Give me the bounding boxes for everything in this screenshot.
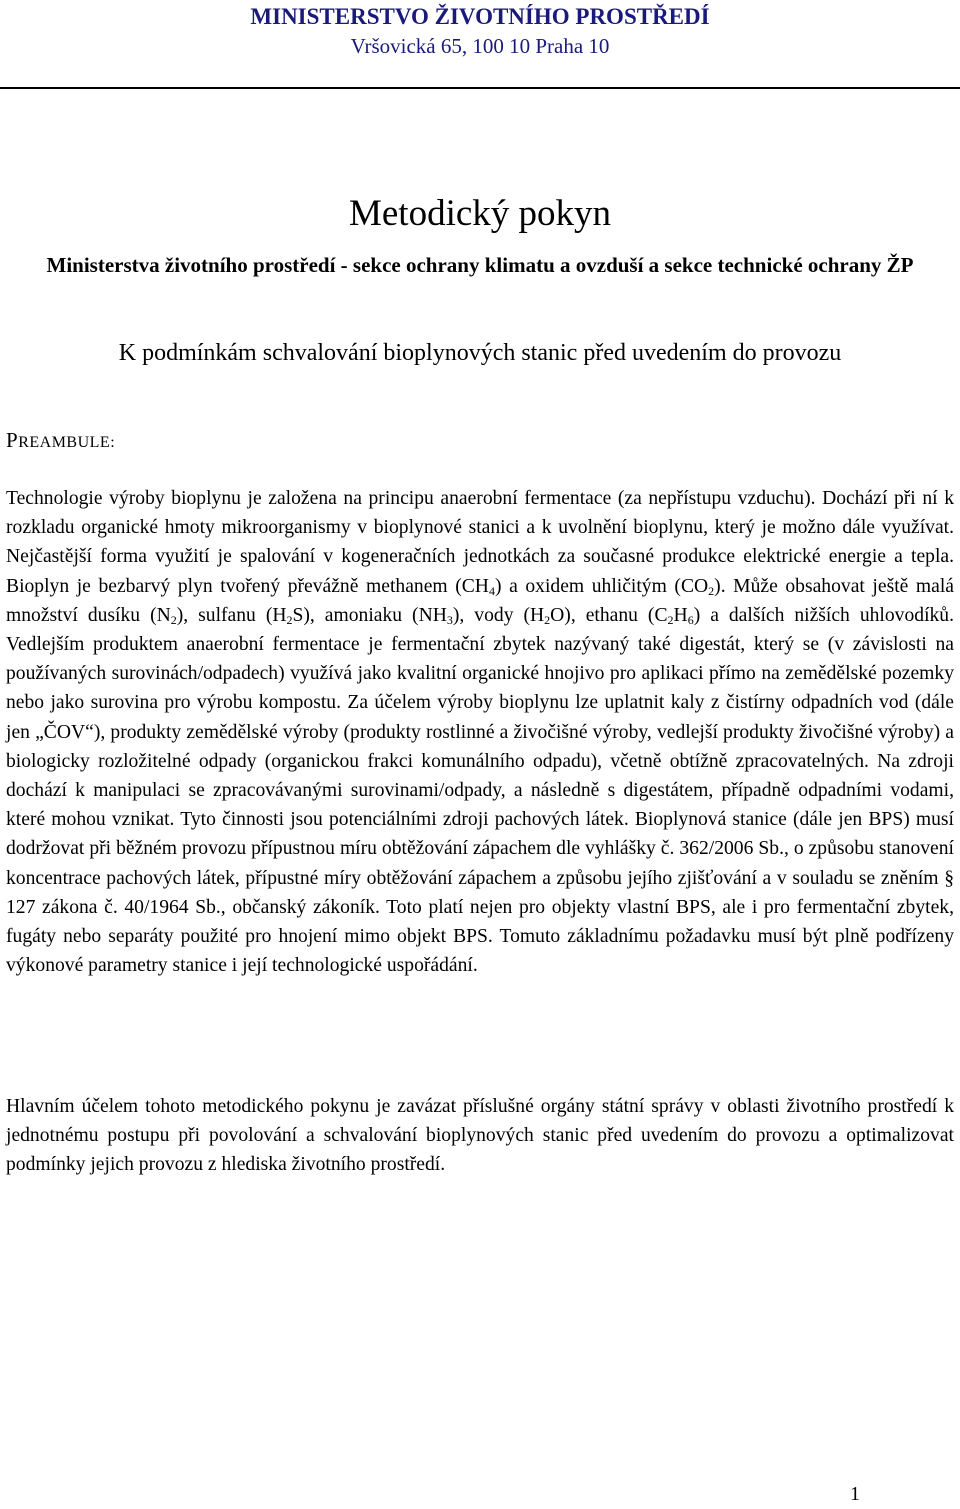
paragraph-text: ) a oxidem uhličitým (CO	[494, 575, 709, 597]
ministry-address: Vršovická 65, 100 10 Praha 10	[350, 34, 610, 58]
header-divider	[0, 87, 960, 89]
ministry-name: MINISTERSTVO ŽIVOTNÍHO PROSTŘEDÍ	[250, 4, 710, 29]
preamble-heading	[6, 426, 115, 457]
subscript: 6	[687, 612, 694, 627]
preamble-paragraph	[6, 484, 954, 980]
letterhead	[0, 2, 960, 60]
document-subject: K podmínkám schvalování bioplynových stanic před uvedením do provozu	[118, 340, 842, 366]
subscript: 2	[708, 583, 715, 598]
paragraph-text: ) a dalších nižších uhlovodíků. Vedlejším produktem anaerobní fermentace je fermentační zbytek nazývaný také digestát, který se (v závislosti na používaných surovinách/odpadech) využívá jako kvalitní organické hnojivo pro aplikaci přímo na zemědělské pozemky nebo jako surovina pro výrobu kompostu. Za účelem výroby bioplynu lze uplatnit kaly z čistírny odpadních vod (dále jen „ČOV“), produkty zemědělské výroby (produkty rostlinné a živočišné výroby, vedlejší produkty živočišné výroby) a biologicky rozložitelné odpady (organickou frakci komunálního odpadu), včetně obtížně zpracovatelných. Na zdroji dochází k manipulaci se zpracovávanými surovinami/odpady, a následně s digestátem, případně odpadními vodami, které mohou vznikat. Tyto činnosti jsou potenciálními zdroji pachových látek. Bioplynová stanice (dále jen BPS) musí dodržovat při běžném provozu přípustnou míru obtěžování zápachem dle vyhlášky č. 362/2006 Sb., o způsobu stanovení koncentrace pachových látek, přípustné míry obtěžování zápachem a způsobu jejího zjišťování a v souladu se zněním § 127 zákona č. 40/1964 Sb., občanský zákoník. Toto platí nejen pro objekty vlastní BPS, ale i pro fermentační zbytek, fugáty nebo separáty použité pro hnojení mimo objekt BPS. Tomuto základnímu požadavku musí být plně podřízeny výkonové parametry stanice i její technologické uspořádání.	[6, 604, 955, 977]
subscript: 2	[170, 612, 177, 627]
document-subtitle: Ministerstva životního prostředí - sekce ochrany klimatu a ovzduší a sekce technické ochrany ŽP	[46, 253, 914, 277]
subscript: 4	[488, 583, 495, 598]
paragraph-text: O), ethanu (C	[550, 604, 668, 626]
page-number: 1	[850, 1483, 860, 1505]
paragraph-text: ). Může obsahovat ještě malá množství dusíku (N	[6, 575, 954, 626]
preamble-heading-rest: REAMBULE:	[18, 434, 116, 451]
preamble-heading-initial: P	[6, 428, 19, 452]
paragraph-text: Technologie výroby bioplynu je založena na principu anaerobní fermentace (za nepřístupu vzduchu). Dochází při ní k rozkladu organické hmoty mikroorganismy v bioplynové stanici a k uvolnění bioplynu, který je možno dále využívat. Nejčastější forma využití je spalování v kogeneračních jednotkách za současné produkce elektrické energie a tepla. Bioplyn je bezbarvý plyn tvořený převážně methanem (CH	[6, 488, 954, 597]
paragraph-text: S), amoniaku (NH	[292, 604, 447, 626]
paragraph-text: ), vody (H	[452, 604, 545, 626]
paragraph-text: H	[673, 604, 688, 626]
subscript: 2	[286, 612, 293, 627]
paragraph-text: ), sulfanu (H	[176, 604, 287, 626]
subscript: 3	[446, 612, 453, 627]
subscript: 2	[544, 612, 551, 627]
document-title: Metodický pokyn	[348, 193, 612, 234]
purpose-paragraph: Hlavním účelem tohoto metodického pokynu je zavázat příslušné orgány státní správy v oblasti životního prostředí k jednotnému postupu při povolování a schvalování bioplynových stanic před uvedením do provozu a optimalizovat podmínky jejich provozu z hlediska životního prostředí.	[6, 1096, 954, 1176]
subscript: 2	[667, 612, 674, 627]
